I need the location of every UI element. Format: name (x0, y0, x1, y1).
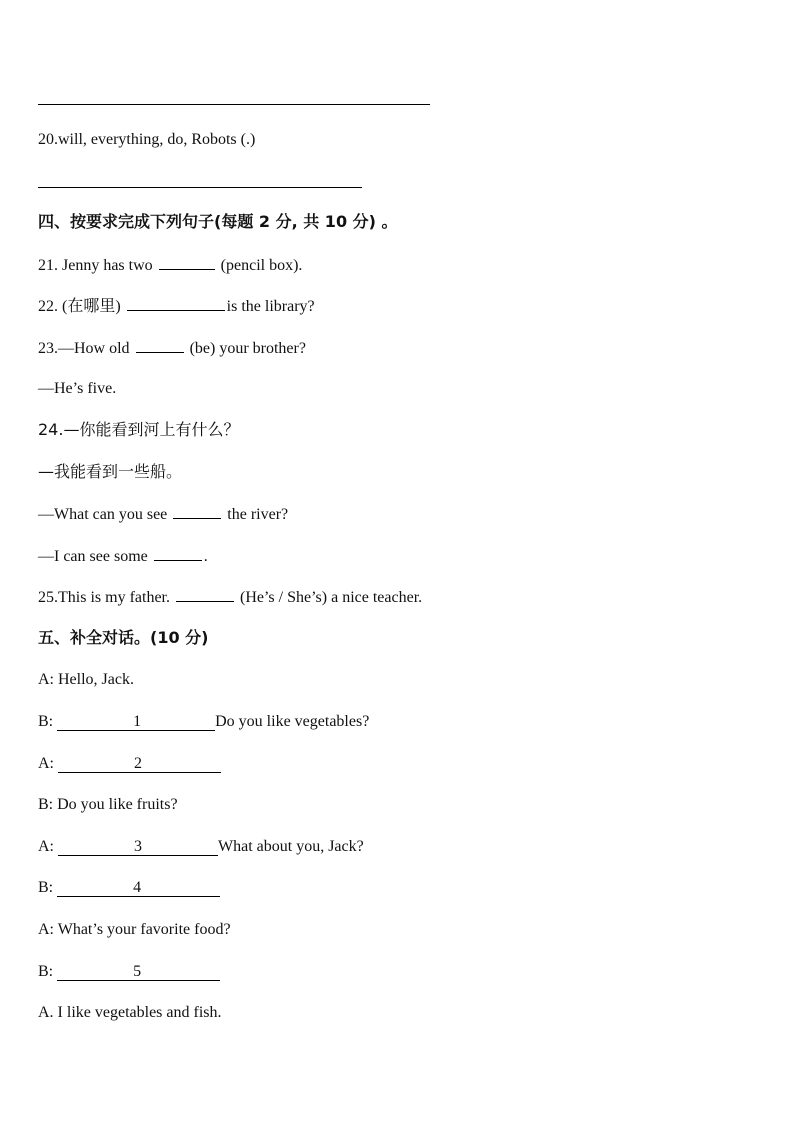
blank-number: 5 (133, 963, 142, 980)
q24-en1-prefix: —What can you see (38, 506, 172, 523)
section-5-heading: 五、补全对话。(10 分) (38, 628, 209, 647)
question-23 (38, 338, 306, 359)
dialogue-line-7 (38, 920, 231, 940)
dialogue-blank-3[interactable] (58, 839, 218, 856)
speaker-label: B: (38, 713, 58, 730)
q21-suffix: (pencil box). (216, 257, 303, 274)
q24-blank-2[interactable] (154, 546, 202, 561)
dialogue-line-6 (38, 878, 220, 898)
dialogue-text: Hello, Jack. (58, 671, 134, 688)
q22-suffix: is the library? (226, 298, 315, 315)
q24-english-1 (38, 504, 288, 525)
question-25 (38, 587, 422, 608)
q23-blank[interactable] (136, 338, 184, 353)
dialogue-blank-1[interactable] (57, 714, 215, 731)
dialogue-line-2 (38, 712, 369, 732)
q23-suffix: (be) your brother? (185, 340, 306, 357)
q24-en1-suffix: the river? (223, 506, 289, 523)
dialogue-text: What’s your favorite food? (57, 921, 231, 938)
q24-chinese-2: —我能看到一些船。 (38, 462, 183, 481)
q21-blank[interactable] (159, 255, 215, 270)
blank-number: 1 (133, 713, 142, 730)
speaker-label: A: (38, 671, 58, 688)
blank-number: 2 (134, 755, 142, 772)
q24-en2-prefix: —I can see some (38, 548, 152, 565)
dialogue-text: Do you like fruits? (57, 796, 178, 813)
q23-answer: —He’s five. (38, 380, 117, 397)
dialogue-line-8 (38, 962, 220, 982)
q25-blank[interactable] (176, 587, 234, 602)
speaker-label: B: (38, 963, 58, 980)
question-21 (38, 255, 302, 276)
answer-line-20 (38, 187, 362, 188)
blank-number: 4 (133, 879, 142, 896)
q25-prefix: 25.This is my father. (38, 589, 174, 606)
q21-prefix: 21. Jenny has two (38, 257, 157, 274)
speaker-label: A: (38, 755, 58, 772)
question-20: 20.will, everything, do, Robots (.) (38, 131, 256, 148)
q24-chinese-1: 24.—你能看到河上有什么？ (38, 420, 240, 439)
q22-blank[interactable] (127, 296, 225, 311)
q24-en2-suffix: . (203, 548, 208, 565)
speaker-label: B: (38, 879, 58, 896)
speaker-label: A: (38, 921, 58, 938)
dialogue-line-5 (38, 837, 364, 857)
dialogue-blank-5[interactable] (57, 964, 220, 981)
q25-suffix: (He’s / She’s) a nice teacher. (235, 589, 423, 606)
dialogue-line-3 (38, 754, 221, 774)
question-22 (38, 296, 315, 317)
q23-prefix: 23.—How old (38, 340, 134, 357)
dialogue-text: What about you, Jack? (218, 838, 364, 855)
dialogue-text: Do you like vegetables? (215, 713, 370, 730)
q22-prefix: 22. (在哪里) (38, 298, 125, 315)
speaker-label: B: (38, 796, 58, 813)
section-4-heading: 四、按要求完成下列句子(每题 2 分, 共 10 分) 。 (38, 212, 398, 231)
dialogue-line-4 (38, 795, 178, 815)
answer-line-19 (38, 104, 430, 105)
blank-number: 3 (134, 838, 142, 855)
q24-blank-1[interactable] (173, 504, 221, 519)
dialogue-line-1 (38, 670, 134, 690)
dialogue-blank-2[interactable] (58, 756, 221, 773)
speaker-label: A: (38, 838, 58, 855)
option-a: A. I like vegetables and fish. (38, 1004, 222, 1021)
q24-english-2 (38, 546, 208, 567)
dialogue-blank-4[interactable] (57, 880, 220, 897)
